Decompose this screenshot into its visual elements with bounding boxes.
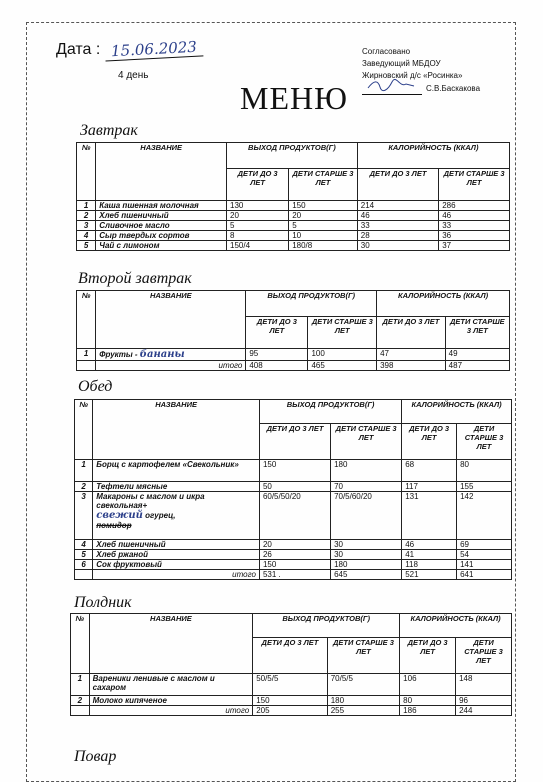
col-calories: КАЛОРИЙНОСТЬ (ККАЛ) — [377, 291, 510, 317]
row-yield-over3: 70/5/5 — [327, 674, 399, 696]
col-name: НАЗВАНИЕ — [93, 400, 260, 460]
row-cal-under3: 117 — [402, 482, 457, 492]
total-cal-over3: 487 — [445, 361, 509, 371]
col-name: НАЗВАНИЕ — [96, 291, 246, 349]
row-yield-under3: 50/5/5 — [253, 674, 328, 696]
total-row — [75, 570, 512, 580]
row-cal-over3: 155 — [457, 482, 512, 492]
row-cal-over3: 96 — [456, 696, 512, 706]
col-yield-over3: ДЕТИ СТАРШЕ 3 ЛЕТ — [327, 638, 399, 674]
section-title-second-breakfast: Второй завтрак — [78, 270, 192, 287]
table-row — [77, 231, 510, 241]
approval-line-3: Жирновский д/с «Росинка» — [362, 71, 463, 80]
col-yield: ВЫХОД ПРОДУКТОВ(Г) — [246, 291, 377, 317]
row-num: 1 — [77, 349, 96, 361]
row-num: 6 — [75, 560, 93, 570]
row-num: 3 — [75, 492, 93, 540]
row-yield-under3: 95 — [246, 349, 308, 361]
table-row — [77, 211, 510, 221]
total-label: итого — [93, 570, 260, 580]
table-row — [75, 460, 512, 482]
total-yield-under3: 408 — [246, 361, 308, 371]
row-name-text: Фрукты - — [99, 350, 138, 359]
row-name: Вареники ленивые с маслом и сахаром — [89, 674, 253, 696]
col-name: НАЗВАНИЕ — [96, 143, 227, 201]
row-yield-over3: 30 — [331, 540, 402, 550]
col-yield: ВЫХОД ПРОДУКТОВ(Г) — [259, 400, 401, 424]
table-row — [71, 696, 512, 706]
row-yield-over3: 10 — [289, 231, 358, 241]
col-cal-under3: ДЕТИ ДО 3 ЛЕТ — [377, 317, 446, 349]
col-yield-over3: ДЕТИ СТАРШЕ 3 ЛЕТ — [289, 169, 358, 201]
row-cal-under3: 33 — [357, 221, 438, 231]
row-cal-over3: 54 — [457, 550, 512, 560]
col-cal-under3: ДЕТИ ДО 3 ЛЕТ — [400, 638, 456, 674]
row-name — [93, 492, 260, 540]
approval-line-1: Согласовано — [362, 47, 411, 56]
total-row — [71, 706, 512, 716]
row-num: 2 — [77, 211, 96, 221]
row-yield-over3: 70/5/60/20 — [331, 492, 402, 540]
total-label: итого — [89, 706, 253, 716]
col-yield-under3: ДЕТИ ДО 3 ЛЕТ — [259, 424, 330, 460]
col-yield: ВЫХОД ПРОДУКТОВ(Г) — [227, 143, 358, 169]
row-cal-under3: 41 — [402, 550, 457, 560]
total-empty — [75, 570, 93, 580]
col-num: № — [71, 614, 90, 674]
table-row — [77, 201, 510, 211]
row-yield-under3: 150 — [259, 460, 330, 482]
row-num: 4 — [77, 231, 96, 241]
col-yield-under3: ДЕТИ ДО 3 ЛЕТ — [227, 169, 289, 201]
row-name-text: Макароны с маслом и икра свекольная+ — [96, 492, 205, 510]
section-title-snack: Полдник — [74, 594, 132, 611]
row-yield-under3: 20 — [227, 211, 289, 221]
row-name: Хлеб пшеничный — [96, 211, 227, 221]
row-name: Сыр твердых сортов — [96, 231, 227, 241]
row-name: Борщ с картофелем «Свекольник» — [93, 460, 260, 482]
row-cal-over3: 33 — [439, 221, 510, 231]
row-cal-over3: 142 — [457, 492, 512, 540]
row-cal-under3: 118 — [402, 560, 457, 570]
row-cal-under3: 46 — [357, 211, 438, 221]
col-cal-over3: ДЕТИ СТАРШЕ 3 ЛЕТ — [445, 317, 509, 349]
col-yield-under3: ДЕТИ ДО 3 ЛЕТ — [246, 317, 308, 349]
table-row — [77, 241, 510, 251]
row-num: 1 — [77, 201, 96, 211]
row-yield-over3: 30 — [331, 550, 402, 560]
row-yield-over3: 180/8 — [289, 241, 358, 251]
row-num: 5 — [77, 241, 96, 251]
col-name: НАЗВАНИЕ — [89, 614, 253, 674]
table-row — [75, 540, 512, 550]
table-row — [75, 560, 512, 570]
total-yield-under3: 205 — [253, 706, 328, 716]
row-cal-over3: 148 — [456, 674, 512, 696]
row-name: Тефтели мясные — [93, 482, 260, 492]
total-yield-over3: 465 — [308, 361, 377, 371]
row-num: 2 — [71, 696, 90, 706]
total-yield-under3: 531 . — [259, 570, 330, 580]
row-cal-over3: 286 — [439, 201, 510, 211]
second-breakfast-table — [76, 290, 510, 371]
table-row — [77, 349, 510, 361]
col-calories: КАЛОРИЙНОСТЬ (ККАЛ) — [400, 614, 512, 638]
row-yield-over3: 150 — [289, 201, 358, 211]
col-yield-over3: ДЕТИ СТАРШЕ 3 ЛЕТ — [331, 424, 402, 460]
row-yield-over3: 180 — [327, 696, 399, 706]
approval-line-2: Заведующий МБДОУ — [362, 59, 441, 68]
row-name: Сок фруктовый — [93, 560, 260, 570]
total-row — [77, 361, 510, 371]
col-yield-under3: ДЕТИ ДО 3 ЛЕТ — [253, 638, 328, 674]
col-yield-over3: ДЕТИ СТАРШЕ 3 ЛЕТ — [308, 317, 377, 349]
approval-signature-line — [362, 82, 480, 95]
lunch-table — [74, 399, 512, 580]
row-num: 2 — [75, 482, 93, 492]
total-empty — [71, 706, 90, 716]
section-title-breakfast: Завтрак — [80, 122, 138, 139]
row-yield-over3: 5 — [289, 221, 358, 231]
row-yield-under3: 5 — [227, 221, 289, 231]
row-cal-over3: 69 — [457, 540, 512, 550]
signature — [362, 82, 422, 95]
handwritten-note: свежий — [96, 510, 143, 521]
row-yield-over3: 70 — [331, 482, 402, 492]
table-row — [75, 482, 512, 492]
row-cal-under3: 46 — [402, 540, 457, 550]
cook-label: Повар — [74, 748, 117, 765]
date-line — [56, 37, 203, 61]
page-title: МЕНЮ — [240, 80, 348, 116]
row-num: 4 — [75, 540, 93, 550]
row-cal-under3: 47 — [377, 349, 446, 361]
col-cal-under3: ДЕТИ ДО 3 ЛЕТ — [402, 424, 457, 460]
col-num: № — [77, 291, 96, 349]
date-value: 15.06.2023 — [104, 37, 203, 61]
row-cal-under3: 28 — [357, 231, 438, 241]
approver-name: С.В.Баскакова — [426, 84, 481, 93]
breakfast-table — [76, 142, 510, 251]
total-empty — [77, 361, 96, 371]
total-cal-under3: 398 — [377, 361, 446, 371]
row-cal-over3: 36 — [439, 231, 510, 241]
row-yield-under3: 150 — [253, 696, 328, 706]
row-cal-over3: 37 — [439, 241, 510, 251]
table-row — [77, 221, 510, 231]
row-yield-under3: 50 — [259, 482, 330, 492]
col-cal-over3: ДЕТИ СТАРШЕ 3 ЛЕТ — [456, 638, 512, 674]
section-title-lunch: Обед — [78, 378, 113, 395]
row-num: 5 — [75, 550, 93, 560]
row-name: Чай с лимоном — [96, 241, 227, 251]
col-num: № — [75, 400, 93, 460]
day-label: 4 день — [118, 70, 149, 81]
row-yield-over3: 100 — [308, 349, 377, 361]
total-cal-over3: 641 — [457, 570, 512, 580]
col-cal-over3: ДЕТИ СТАРШЕ 3 ЛЕТ — [439, 169, 510, 201]
total-yield-over3: 645 — [331, 570, 402, 580]
col-yield: ВЫХОД ПРОДУКТОВ(Г) — [253, 614, 400, 638]
table-row — [71, 674, 512, 696]
row-name-tail: огурец, — [145, 511, 176, 520]
row-cal-over3: 46 — [439, 211, 510, 221]
row-cal-under3: 80 — [400, 696, 456, 706]
row-cal-under3: 68 — [402, 460, 457, 482]
row-cal-under3: 30 — [357, 241, 438, 251]
row-yield-under3: 60/5/50/20 — [259, 492, 330, 540]
row-yield-over3: 180 — [331, 560, 402, 570]
row-cal-under3: 106 — [400, 674, 456, 696]
total-cal-under3: 521 — [402, 570, 457, 580]
total-cal-under3: 186 — [400, 706, 456, 716]
row-name: Каша пшенная молочная — [96, 201, 227, 211]
col-calories: КАЛОРИЙНОСТЬ (ККАЛ) — [402, 400, 512, 424]
row-yield-over3: 180 — [331, 460, 402, 482]
col-calories: КАЛОРИЙНОСТЬ (ККАЛ) — [357, 143, 509, 169]
row-yield-under3: 8 — [227, 231, 289, 241]
row-cal-over3: 141 — [457, 560, 512, 570]
row-cal-under3: 131 — [402, 492, 457, 540]
row-cal-over3: 80 — [457, 460, 512, 482]
row-name-struck: помидор — [96, 521, 132, 530]
total-label: итого — [96, 361, 246, 371]
row-yield-under3: 26 — [259, 550, 330, 560]
total-cal-over3: 244 — [456, 706, 512, 716]
row-cal-under3: 214 — [357, 201, 438, 211]
row-name: Сливочное масло — [96, 221, 227, 231]
row-name: Молоко кипяченое — [89, 696, 253, 706]
row-num: 1 — [71, 674, 90, 696]
row-yield-over3: 20 — [289, 211, 358, 221]
row-yield-under3: 130 — [227, 201, 289, 211]
snack-table — [70, 613, 512, 716]
handwritten-note: бананы — [139, 349, 185, 360]
table-row — [75, 492, 512, 540]
col-cal-over3: ДЕТИ СТАРШЕ 3 ЛЕТ — [457, 424, 512, 460]
date-label: Дата : — [56, 41, 101, 58]
row-yield-under3: 150/4 — [227, 241, 289, 251]
row-yield-under3: 150 — [259, 560, 330, 570]
col-cal-under3: ДЕТИ ДО 3 ЛЕТ — [357, 169, 438, 201]
row-cal-over3: 49 — [445, 349, 509, 361]
total-yield-over3: 255 — [327, 706, 399, 716]
row-name — [96, 349, 246, 361]
row-num: 1 — [75, 460, 93, 482]
col-num: № — [77, 143, 96, 201]
approval-block — [362, 46, 480, 95]
row-yield-under3: 20 — [259, 540, 330, 550]
table-row — [75, 550, 512, 560]
row-num: 3 — [77, 221, 96, 231]
row-name: Хлеб пшеничный — [93, 540, 260, 550]
row-name: Хлеб ржаной — [93, 550, 260, 560]
